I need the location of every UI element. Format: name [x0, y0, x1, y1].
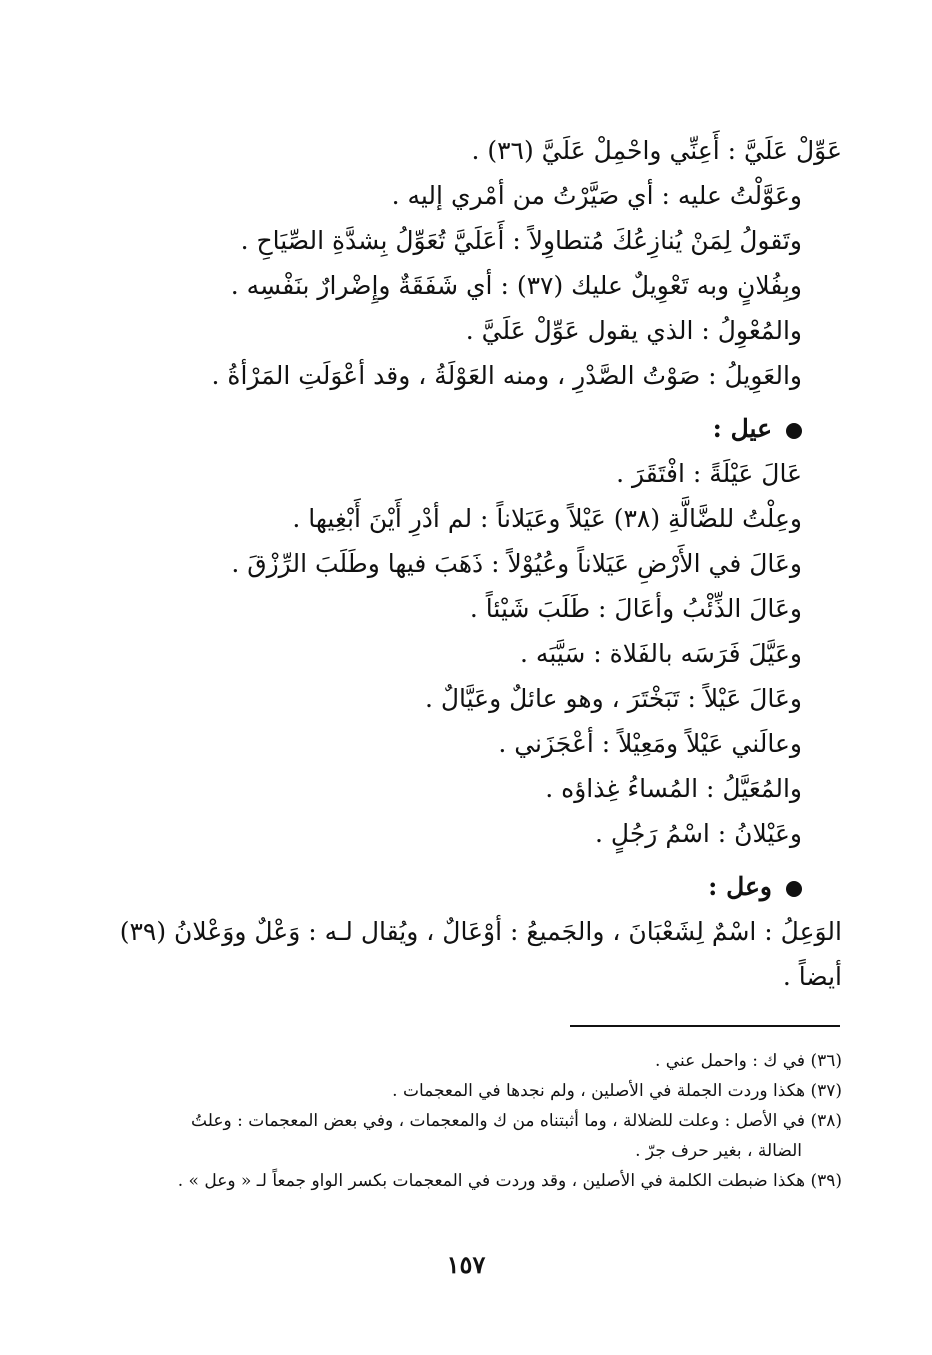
entry-line: عَالَ عَيْلَةً : افْتَقَرَ . — [616, 459, 802, 488]
entry-line: والمُعْوِلُ : الذي يقول عَوِّلْ عَلَيَّ . — [465, 316, 802, 345]
footnote-continuation: الضالة ، بغير حرف جرّ . — [635, 1141, 802, 1161]
entry-line: عَوِّلْ عَلَيَّ : أَعِنِّي واحْمِلْ عَلَيَّ (٣٦) . — [471, 136, 842, 165]
footnote: (٣٩) هكذا ضبطت الكلمة في الأصلين ، وقد وردت في المعجمات بكسر الواو جمعاً لـ « وعل » . — [177, 1171, 842, 1191]
page-number: ١٥٧ — [446, 1250, 486, 1279]
entry-line: وعِلْتُ للضَّالَّةِ (٣٨) عَيْلاً وعَيَلاناً : لم أدْرِ أَيْنَ أَبْغِيها . — [292, 504, 802, 533]
root-heading-text: عيل : — [712, 414, 772, 443]
entry-line: والعَوِيلُ : صَوْتُ الصَّدْرِ ، ومنه العَوْلَةُ ، وقد أعْوَلَتِ المَرْأةُ . — [211, 361, 802, 390]
footnotes — [97, 1046, 842, 1196]
entry-line: وعَالَ في الأَرْضِ عَيَلاناً وعُيُوْلاً : ذَهَبَ فيها وطَلَبَ الرِّزْقَ . — [231, 549, 802, 578]
entry-line: وعالَني عَيْلاً ومَعِيْلاً : أعْجَزَني . — [498, 729, 802, 758]
entry-line: وعَيَّلَ فَرَسَه بالفَلاة : سَيَّبَه . — [520, 639, 802, 668]
root-heading — [102, 406, 802, 451]
entry-line: وعَوَّلْتُ عليه : أي صَيَّرْتُ من أمْري إليه . — [391, 181, 802, 210]
footnote: (٣٧) هكذا وردت الجملة في الأصلين ، ولم نجدها في المعجمات . — [392, 1081, 842, 1101]
entry-line: الوَعِلُ : اسْمٌ لِشَعْبَانَ ، والجَميعُ : أوْعَالٌ ، ويُقال لـه : وَعْلٌ ووَعْلانُ (٣٩) — [119, 917, 842, 946]
footnote: (٣٦) في ك : واحمل عني . — [655, 1051, 842, 1071]
entry-line: وتَقولُ لِمَنْ يُنازِعُكَ مُتطاوِلاً : أَعَلَيَّ تُعَوِّلُ بِشدَّةِ الصِّيَاحِ . — [240, 226, 802, 255]
bullet-icon — [786, 423, 802, 439]
root-heading-text: وعل : — [708, 872, 772, 901]
entry-line: وعَالَ عَيْلاً : تَبَخْتَرَ ، وهو عائلٌ وعَيَّالٌ . — [424, 684, 802, 713]
entry-line: والمُعَيَّلُ : المُساءُ غِذاؤه . — [545, 774, 802, 803]
footnote: (٣٨) في الأصل : وعلت للضلالة ، وما أثبتناه من ك والمعجمات ، وفي بعض المعجمات : وعلتُ — [191, 1111, 842, 1131]
entry-line: وعَالَ الذِّئْبُ وأعَالَ : طَلَبَ شَيْئاً . — [469, 594, 802, 623]
bullet-icon — [786, 881, 802, 897]
main-text — [102, 128, 842, 999]
footnote-divider — [570, 1025, 840, 1027]
root-heading — [102, 864, 802, 909]
entry-line: وبِفُلانٍ وبه تَعْوِيلٌ عليك (٣٧) : أي شَفَقَةٌ وإِضْرارٌ بنَفْسِه . — [230, 271, 802, 300]
entry-line: أيضاً . — [782, 962, 842, 991]
entry-line: وعَيْلانُ : اسْمُ رَجُلٍ . — [595, 819, 802, 848]
